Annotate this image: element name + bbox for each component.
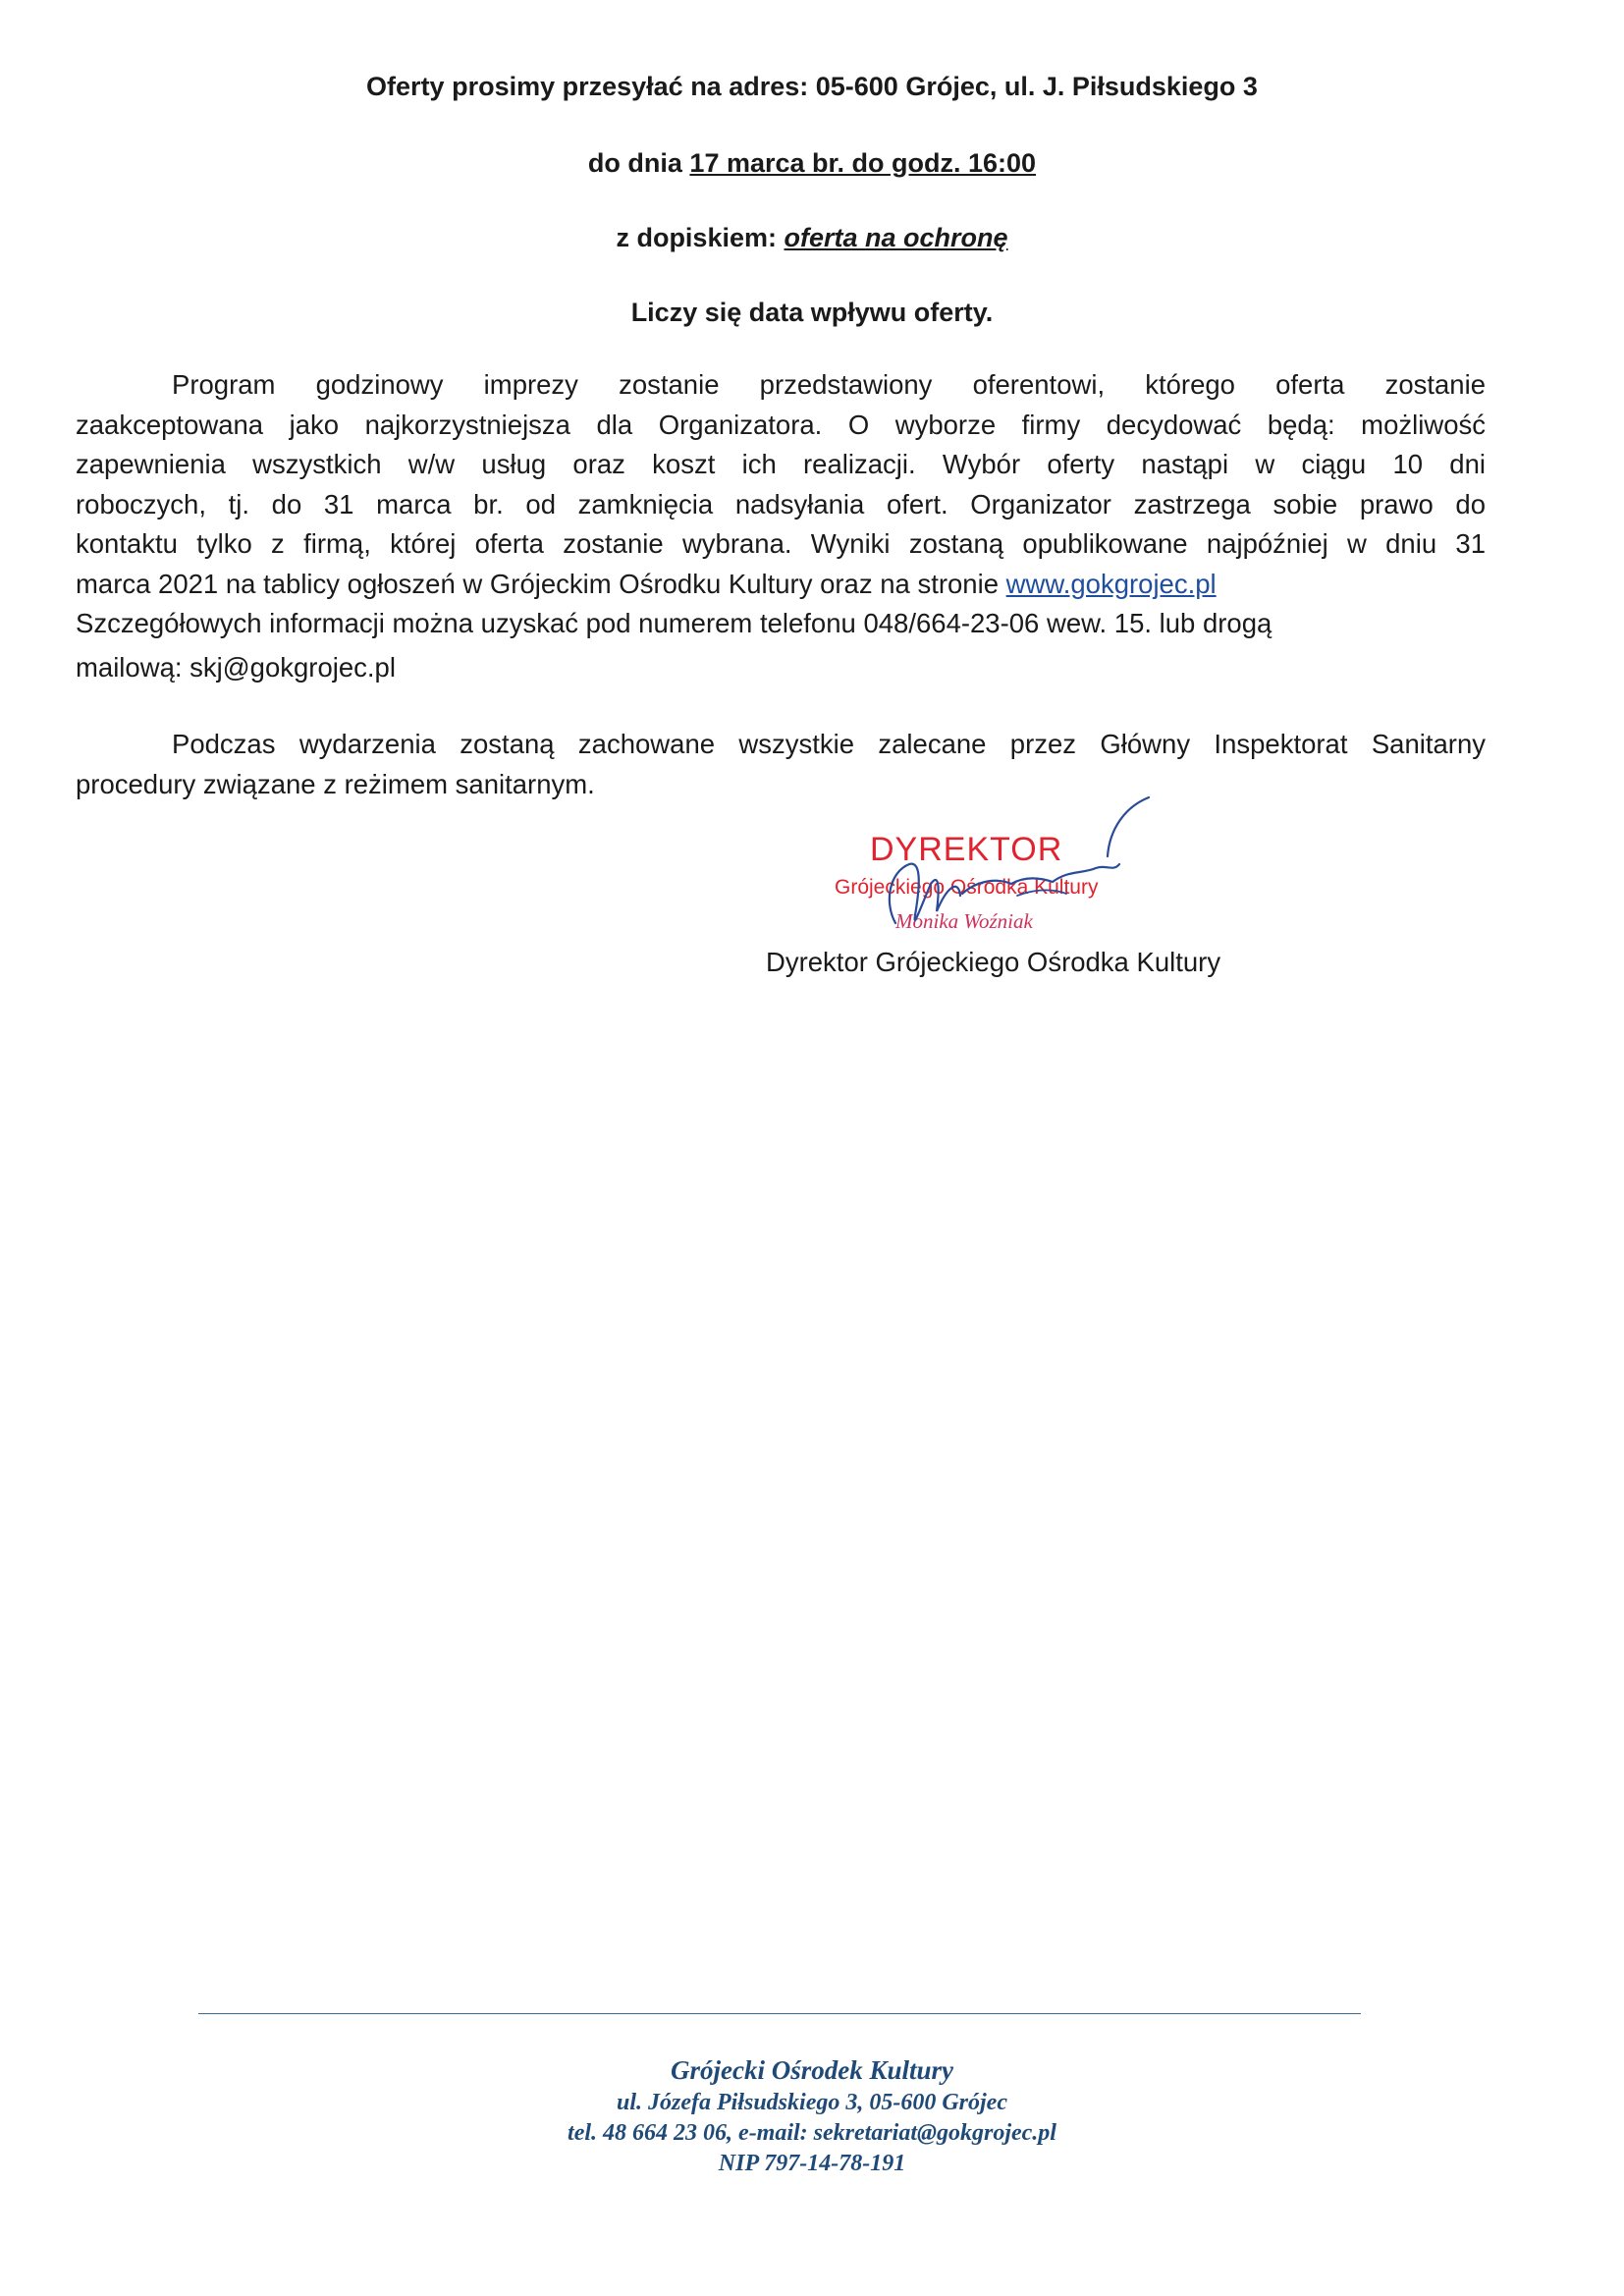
paragraph-line (76, 565, 1486, 605)
paragraph-line: Podczas wydarzenia zostaną zachowane wszystkie zalecane przez Główny Inspektorat Sanitarny (172, 729, 1486, 759)
signer-title: Dyrektor Grójeckiego Ośrodka Kultury (766, 947, 1221, 977)
note-prefix: z dopiskiem: (616, 223, 785, 252)
paragraph-program (76, 365, 1486, 687)
footer-nip: NIP 797-14-78-191 (718, 2151, 906, 2176)
footer-divider (198, 2013, 1361, 2014)
paragraph-line: kontaktu tylko z firmą, której oferta zostanie wybrana. Wyniki zostaną opublikowane najpóźniej w dniu 31 (76, 528, 1486, 559)
address-text: Oferty prosimy przesyłać na adres: 05-600 Grójec, ul. J. Piłsudskiego 3 (366, 72, 1258, 101)
deadline-prefix: do dnia (587, 148, 690, 178)
paragraph-line: roboczych, tj. do 31 marca br. od zamknięcia nadsyłania ofert. Organizator zastrzega sobie prawo do (76, 488, 1486, 519)
footer (0, 2052, 1624, 2179)
receipt-note (0, 295, 1624, 330)
receipt-note-text: Liczy się data wpływu oferty. (630, 298, 994, 327)
stamp-title: DYREKTOR (870, 831, 1063, 868)
address-line (0, 69, 1624, 104)
deadline-date: 17 marca br. do godz. 16:00 (689, 148, 1037, 178)
footer-org-name: Grójecki Ośrodek Kultury (670, 2055, 953, 2085)
paragraph-sanitary (76, 725, 1486, 804)
paragraph-line: zapewnienia wszystkich w/w usług oraz koszt ich realizacji. Wybór oferty nastąpi w ciągu 10 dni (76, 449, 1486, 479)
website-link[interactable]: www.gokgrojec.pl (1005, 568, 1217, 599)
stamp-name: Monika Woźniak (895, 909, 1033, 933)
paragraph-line: procedury związane z reżimem sanitarnym. (76, 768, 595, 799)
stamp-organization: Grójeckiego Ośrodka Kultury (835, 876, 1099, 899)
paragraph-line: Program godzinowy imprezy zostanie przedstawiony oferentowi, którego oferta zostanie (172, 369, 1486, 400)
deadline-line (0, 145, 1624, 181)
footer-address: ul. Józefa Piłsudskiego 3, 05-600 Grójec (617, 2090, 1007, 2115)
paragraph-line: mailową: skj@gokgrojec.pl (76, 651, 396, 683)
paragraph-line: zaakceptowana jako najkorzystniejsza dla Organizatora. O wyborze firmy decydować będą: możliwość (76, 409, 1486, 440)
paragraph-line: Szczegółowych informacji można uzyskać pod numerem telefonu 048/664-23-06 wew. 15. lub drogą (76, 608, 1272, 638)
note-subject: oferta na ochronę (784, 223, 1008, 252)
note-line (0, 220, 1624, 255)
paragraph-line-text: marca 2021 na tablicy ogłoszeń w Grójeckim Ośrodku Kultury oraz na stronie (76, 568, 1006, 599)
handwritten-signature (825, 786, 1159, 962)
footer-contact: tel. 48 664 23 06, e-mail: sekretariat@gokgrojec.pl (568, 2120, 1056, 2146)
